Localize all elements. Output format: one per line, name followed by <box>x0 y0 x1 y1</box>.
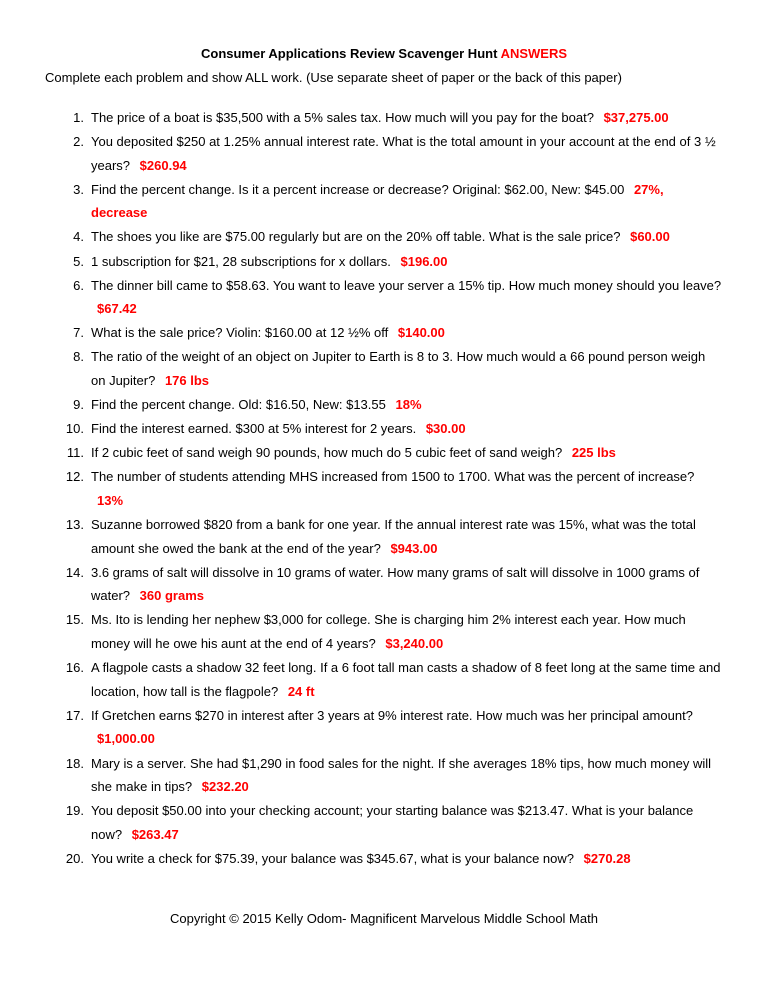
problem-answer: 176 lbs <box>164 373 210 389</box>
problem-answer: 225 lbs <box>571 445 616 461</box>
problem-answer: 360 grams <box>139 588 204 604</box>
problem-item <box>62 847 722 871</box>
problem-item <box>62 250 722 274</box>
problem-answer: $30.00 <box>425 421 466 437</box>
problem-text: Find the percent change. Old: $16.50, New: $13.55 <box>91 397 386 413</box>
problem-item <box>62 274 722 321</box>
problem-number: 10. <box>65 421 84 437</box>
problem-number: 16. <box>65 660 84 676</box>
problem-answer: $1,000.00 <box>97 731 155 747</box>
problem-text: You deposited $250 at 1.25% annual interest rate. What is the total amount in your account at the end of 3 ½ years? <box>91 134 716 173</box>
problem-answer: $232.20 <box>201 779 249 795</box>
problem-text: If Gretchen earns $270 in interest after 3 years at 9% interest rate. How much was her principal amount? <box>91 707 693 723</box>
problem-answer: 24 ft <box>287 683 315 699</box>
problem-text: The price of a boat is $35,500 with a 5% sales tax. How much will you pay for the boat? <box>91 110 594 125</box>
problem-text: The number of students attending MHS increased from 1500 to 1700. What was the percent of increase? <box>91 469 695 485</box>
problem-item <box>62 656 722 703</box>
problem-item <box>62 130 722 177</box>
problem-item <box>62 345 722 392</box>
problem-text: 1 subscription for $21, 28 subscriptions for x dollars. <box>91 253 391 269</box>
problem-text: A flagpole casts a shadow 32 feet long. If a 6 foot tall man casts a shadow of 8 feet long at the same time and location, how tall is the flagpole? <box>91 660 721 699</box>
problem-number: 15. <box>65 612 84 628</box>
problem-answer: $67.42 <box>97 301 137 317</box>
problem-number: 3. <box>73 181 84 197</box>
problem-item <box>62 225 722 249</box>
problem-item <box>62 465 722 512</box>
problem-item <box>62 561 722 608</box>
problem-number: 20. <box>65 850 84 866</box>
problem-text: If 2 cubic feet of sand weigh 90 pounds, how much do 5 cubic feet of sand weigh? <box>91 445 563 461</box>
problem-text: The shoes you like are $75.00 regularly but are on the 20% off table. What is the sale price? <box>91 229 621 245</box>
problem-answer: $260.94 <box>139 157 187 173</box>
title-answers-label: ANSWERS <box>500 46 568 61</box>
problem-answer: $3,240.00 <box>385 636 444 652</box>
problem-item <box>62 752 722 799</box>
title-main: Consumer Applications Review Scavenger Hunt <box>200 46 498 61</box>
problem-item <box>62 704 722 751</box>
problem-number: 4. <box>73 229 84 245</box>
problem-answer: 13% <box>97 493 124 508</box>
problem-text: The ratio of the weight of an object on Jupiter to Earth is 8 to 3. How much would a 66 pound person weigh on Jupiter? <box>91 349 706 389</box>
problem-number: 7. <box>73 325 84 341</box>
problem-text: Find the percent change. Is it a percent increase or decrease? Original: $62.00, New: $45.00 <box>91 181 625 197</box>
problem-number: 19. <box>65 803 84 819</box>
problem-answer: $196.00 <box>400 253 448 269</box>
problem-item <box>62 799 722 846</box>
problem-item <box>62 608 722 655</box>
problem-number: 12. <box>65 469 84 485</box>
problem-number: 11. <box>66 445 84 461</box>
problem-number: 9. <box>73 397 84 413</box>
problem-item <box>62 321 722 345</box>
problem-item <box>62 417 722 441</box>
problem-text: Ms. Ito is lending her nephew $3,000 for college. She is charging him 2% interest each year. How much money will he owe his aunt at the end of 4 years? <box>91 612 686 652</box>
problem-text: What is the sale price? Violin: $160.00 at 12 ½% off <box>91 325 389 341</box>
problem-text: Suzanne borrowed $820 from a bank for one year. If the annual interest rate was 15%, what was the total amount she owed the bank at the end of the year? <box>91 517 696 556</box>
problem-text: You write a check for $75.39, your balance was $345.67, what is your balance now? <box>91 850 574 866</box>
problem-item <box>62 393 722 417</box>
problem-answer: $263.47 <box>131 826 179 842</box>
problem-number: 18. <box>65 755 84 771</box>
problem-number: 17. <box>65 707 84 723</box>
problem-number: 5. <box>73 253 84 269</box>
instructions: Complete each problem and show ALL work. (Use separate sheet of paper or the back of this paper) <box>45 70 622 85</box>
problem-text: You deposit $50.00 into your checking account; your starting balance was $213.47. What is your balance now? <box>91 803 694 842</box>
problem-number: 2. <box>73 134 84 150</box>
problem-answer: $37,275.00 <box>603 110 669 125</box>
problem-number: 8. <box>73 349 84 365</box>
problem-item <box>62 513 722 560</box>
problem-text: The dinner bill came to $58.63. You want to leave your server a 15% tip. How much money should you leave? <box>91 277 722 293</box>
problem-item <box>62 106 722 130</box>
problem-list <box>62 106 722 871</box>
problem-answer: $140.00 <box>397 325 445 341</box>
problem-text: Mary is a server. She had $1,290 in food sales for the night. If she averages 18% tips, how much money will she make in tips? <box>91 755 711 795</box>
problem-item <box>62 441 722 465</box>
problem-number: 1. <box>73 110 84 125</box>
problem-answer: $943.00 <box>390 540 438 556</box>
copyright-footer: Copyright © 2015 Kelly Odom- Magnificent Marvelous Middle School Math <box>170 911 598 926</box>
problem-number: 6. <box>73 277 84 293</box>
problem-text: 3.6 grams of salt will dissolve in 10 grams of water. How many grams of salt will dissolve in 1000 grams of water? <box>91 564 700 604</box>
problem-answer: $60.00 <box>630 229 670 245</box>
problem-text: Find the interest earned. $300 at 5% interest for 2 years. <box>91 421 417 437</box>
problem-item <box>62 178 722 225</box>
problem-number: 14. <box>65 564 84 580</box>
problem-number: 13. <box>65 517 84 533</box>
problem-answer: 18% <box>395 397 422 413</box>
problem-answer: 27%, decrease <box>91 181 664 221</box>
problem-answer: $270.28 <box>583 850 631 866</box>
page-title <box>0 46 768 61</box>
